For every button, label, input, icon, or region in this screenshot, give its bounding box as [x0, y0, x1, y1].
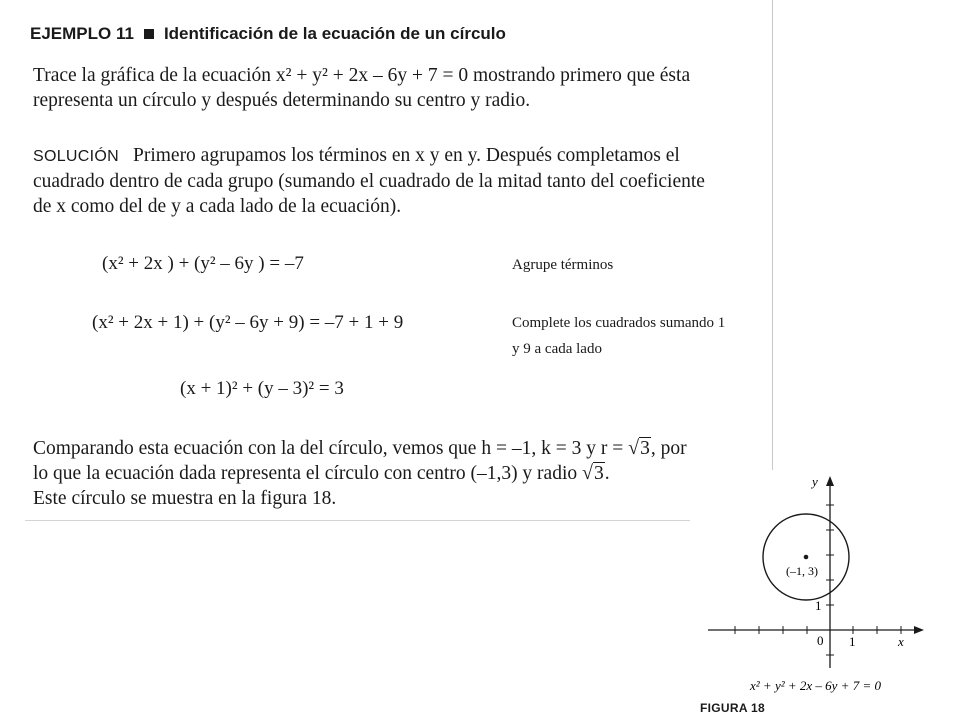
conclusion-line-2-end: . [604, 463, 610, 484]
radical-sqrt-3-b: √3 [582, 462, 604, 484]
conclusion-line-1 [33, 436, 687, 461]
center-point [804, 555, 809, 560]
step-equation-1: (x² + 2x ) + (y² – 6y ) = –7 [102, 253, 304, 274]
radical-arg-b: 3 [593, 463, 604, 484]
conclusion-line-2 [33, 461, 687, 486]
intro-paragraph [33, 63, 690, 113]
conclusion-line-1-end: , por [650, 438, 687, 459]
center-label: (–1, 3) [786, 564, 818, 578]
intro-line-1: Trace la gráfica de la ecuación x² + y² + 2x – 6y + 7 = 0 mostrando primero que ésta [33, 65, 691, 86]
conclusion-line-2-text: lo que la ecuación dada representa el círculo con centro (–1,3) y radio [33, 463, 578, 484]
y-tick-label: 1 [815, 598, 822, 613]
figure-label: FIGURA 18 [700, 701, 765, 715]
example-title: Identificación de la ecuación de un círculo [163, 24, 506, 43]
square-bullet-icon [144, 29, 154, 39]
step-equation-2: (x² + 2x + 1) + (y² – 6y + 9) = –7 + 1 + 9 [92, 312, 404, 333]
circle-figure [700, 470, 940, 700]
conclusion-paragraph [33, 436, 687, 511]
x-tick-label: 1 [849, 634, 856, 649]
origin-label: 0 [817, 633, 824, 648]
solution-paragraph [33, 143, 705, 219]
vertical-divider [772, 0, 773, 470]
conclusion-line-3: Este círculo se muestra en la figura 18. [33, 488, 337, 509]
radical-sqrt-3-a: √3 [628, 437, 650, 459]
step-note-2-line-2: y 9 a cada lado [512, 341, 602, 357]
solution-label: SOLUCIÓN [33, 148, 119, 165]
example-number: EJEMPLO 11 [30, 24, 134, 43]
x-axis-label: x [898, 634, 904, 649]
x-axis-arrow-icon [914, 626, 924, 634]
conclusion-line-1-text: Comparando esta ecuación con la del círculo, vemos que h = –1, k = 3 y r = [33, 438, 624, 459]
step-equation-3: (x + 1)² + (y – 3)² = 3 [180, 378, 344, 399]
figure-caption-equation: x² + y² + 2x – 6y + 7 = 0 [750, 678, 881, 693]
radical-arg-a: 3 [640, 438, 650, 459]
solution-line-2: cuadrado dentro de cada grupo (sumando el cuadrado de la mitad tanto del coeficiente [33, 171, 705, 192]
horizontal-divider [25, 520, 690, 521]
step-note-2-line-1: Complete los cuadrados sumando 1 [512, 315, 726, 331]
intro-line-2: representa un círculo y después determinando su centro y radio. [33, 90, 531, 111]
step-note-2 [512, 310, 725, 362]
solution-line-3: de x como del de y a cada lado de la ecuación). [33, 196, 402, 217]
solution-line-1: Primero agrupamos los términos en x y en y. Después completamos el [132, 145, 680, 166]
y-axis-label: y [812, 474, 818, 489]
step-note-1: Agrupe términos [512, 257, 614, 273]
y-axis-arrow-icon [826, 476, 834, 486]
example-heading [30, 24, 506, 44]
